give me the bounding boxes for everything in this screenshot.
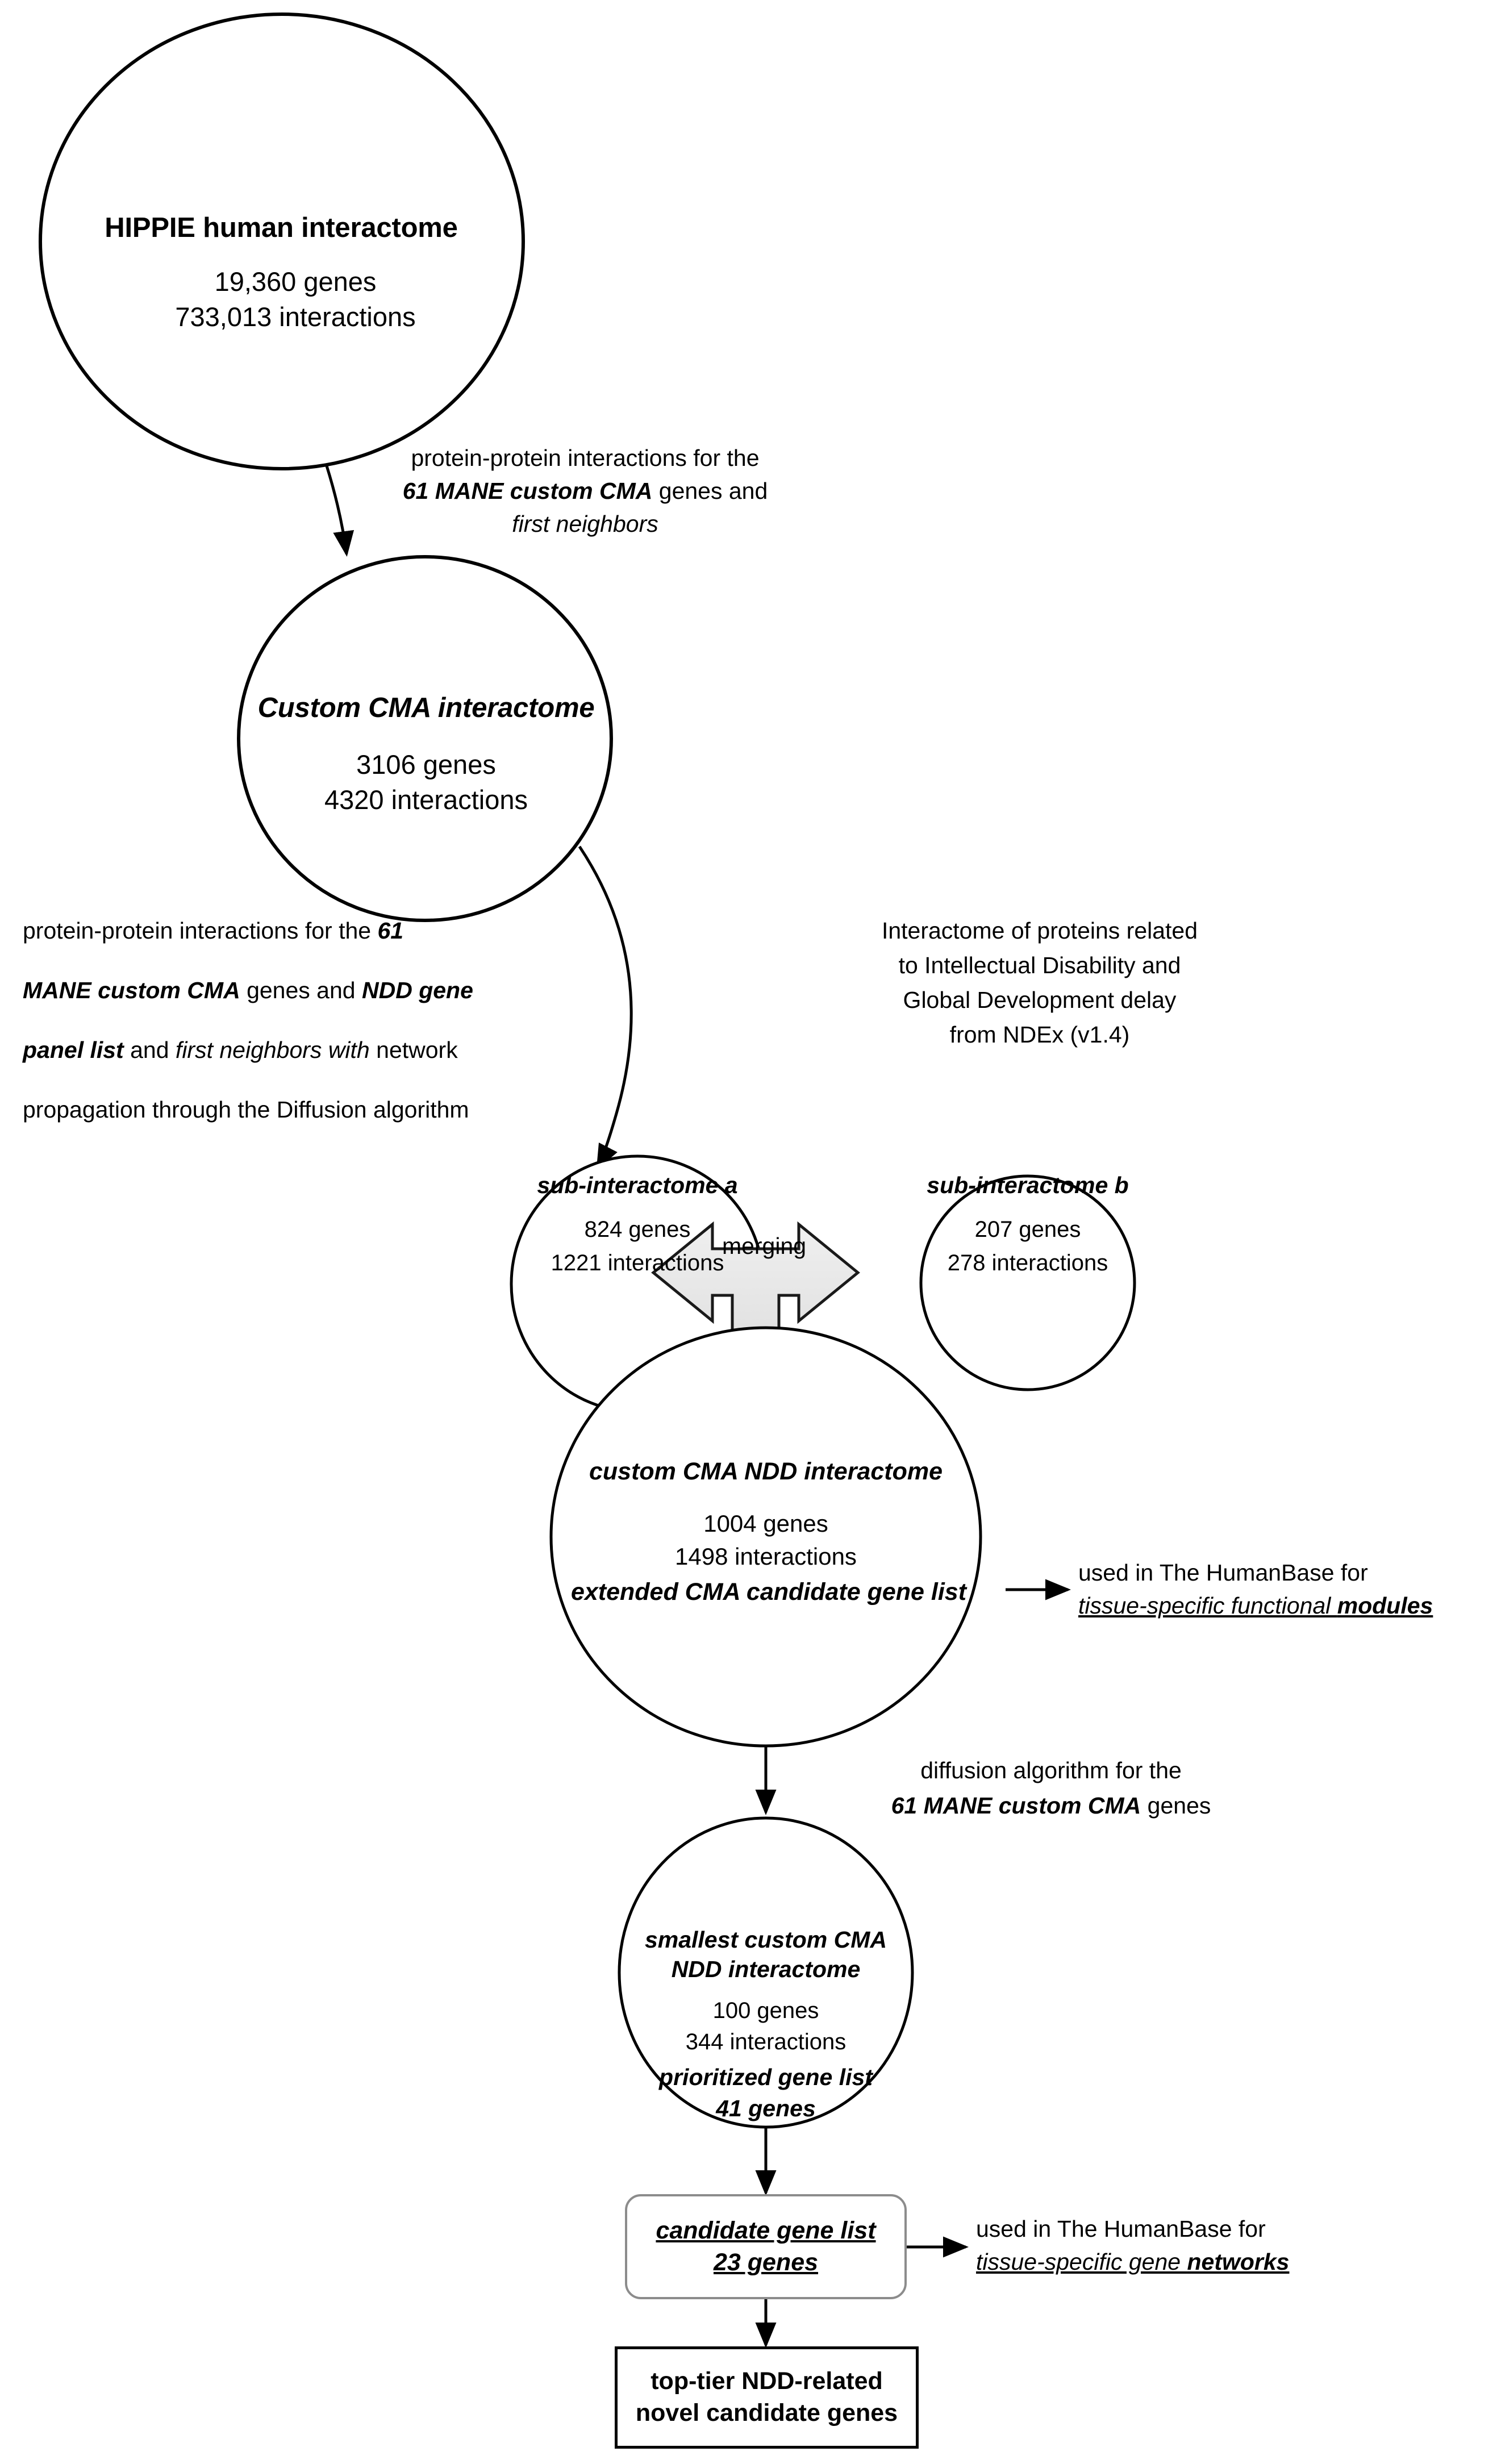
top-tier-line1: top-tier NDD-related: [650, 2367, 883, 2395]
candidate-gene-list-line2: 23 genes: [713, 2248, 819, 2276]
edge-label-first-neighbors: first neighbors: [512, 511, 658, 537]
merging-label: merging: [722, 1233, 807, 1259]
top-tier-line2: novel candidate genes: [635, 2399, 898, 2427]
node-custom-cma-interactions: 4320 interactions: [324, 785, 528, 815]
node-smallest-footer-line2: 41 genes: [716, 2095, 816, 2121]
humanbase-networks-line2: [976, 2247, 1408, 2277]
edge-first-neighbors-with-italic: first neighbors with: [175, 1037, 370, 1063]
edge-label-genes-and-plain: genes and: [652, 478, 768, 504]
node-smallest-title-line2: NDD interactome: [671, 1956, 861, 1982]
ndex-source-line3: Global Development delay: [903, 987, 1177, 1013]
arrow-hippie-to-custom-cma: [327, 466, 347, 554]
hb-modules-italic: tissue-specific functional: [1078, 1592, 1337, 1619]
node-smallest-genes: 100 genes: [712, 1998, 819, 2023]
node-ellipse-custom-cma: [239, 557, 611, 920]
edge-label-diffusion-line1: diffusion algorithm for the: [920, 1757, 1182, 1783]
humanbase-networks-line1: used in The HumanBase for: [976, 2216, 1266, 2242]
node-sub-b-title: sub-interactome b: [927, 1172, 1129, 1198]
node-cma-ndd-genes: 1004 genes: [703, 1510, 828, 1537]
edge-label-diffusion-line2: [807, 1791, 1295, 1821]
edge-mane-custom-cma-bold: MANE custom CMA: [23, 977, 240, 1003]
edge-label-custom-to-sub-a-line2: [23, 975, 597, 1006]
ndex-source-line1: Interactome of proteins related: [881, 918, 1198, 944]
edge-panel-list-bold: panel list: [23, 1037, 124, 1063]
node-smallest-title-line1: smallest custom CMA: [644, 1927, 887, 1953]
node-cma-ndd-interactions: 1498 interactions: [675, 1543, 857, 1570]
edge-ndd-gene-bold: NDD gene: [361, 977, 473, 1003]
node-cma-ndd-footer: extended CMA candidate gene list: [570, 1578, 967, 1606]
edge-label-61-mane-bold: 61 MANE custom CMA: [402, 478, 653, 504]
edge-genes-and-plain: genes and: [240, 977, 362, 1003]
edge-label-hippie-to-custom-line2: [375, 476, 795, 506]
candidate-gene-list-line1: candidate gene list: [656, 2216, 876, 2244]
node-hippie-interactions: 733,013 interactions: [175, 302, 416, 332]
node-cma-ndd-title: custom CMA NDD interactome: [589, 1458, 943, 1485]
node-custom-cma-genes: 3106 genes: [356, 749, 496, 779]
edge-label-custom-to-sub-a-line1: [23, 916, 597, 946]
node-ellipse-sub-interactome-b: [921, 1176, 1135, 1390]
node-hippie-genes: 19,360 genes: [214, 266, 377, 297]
edge-label-hippie-to-custom-line1: protein-protein interactions for the: [411, 445, 760, 471]
edge-61-bold: 61: [377, 918, 404, 944]
ndex-source-line4: from NDEx (v1.4): [949, 1022, 1130, 1048]
edge-and-plain: and: [123, 1037, 176, 1063]
edge-diffusion-61-mane-bold: 61 MANE custom CMA: [891, 1792, 1141, 1819]
hb-networks-italic: tissue-specific gene: [976, 2249, 1187, 2275]
candidate-gene-list-box[interactable]: [625, 2194, 907, 2299]
edge-ppi-plain: protein-protein interactions for the: [23, 918, 378, 944]
node-sub-a-title: sub-interactome a: [537, 1172, 738, 1198]
edge-label-custom-to-sub-a-line4: propagation through the Diffusion algorithm: [23, 1096, 469, 1123]
hb-networks-bold: networks: [1187, 2249, 1290, 2275]
humanbase-modules-line1: used in The HumanBase for: [1078, 1560, 1368, 1586]
node-smallest-footer-line1: prioritized gene list: [659, 2064, 873, 2090]
hb-modules-bold: modules: [1337, 1592, 1433, 1619]
node-sub-a-interactions: 1221 interactions: [551, 1250, 724, 1275]
edge-network-plain: network: [369, 1037, 458, 1063]
node-sub-a-genes: 824 genes: [584, 1217, 691, 1242]
humanbase-modules-line2: [1078, 1591, 1497, 1621]
edge-diffusion-genes-plain: genes: [1141, 1792, 1211, 1819]
node-sub-b-genes: 207 genes: [974, 1217, 1081, 1242]
node-hippie-title: HIPPIE human interactome: [105, 212, 458, 243]
ndex-source-line2: to Intellectual Disability and: [898, 952, 1181, 978]
top-tier-novel-candidate-genes-box[interactable]: [615, 2346, 919, 2449]
edge-label-custom-to-sub-a-line3: [23, 1035, 597, 1065]
node-custom-cma-title: Custom CMA interactome: [257, 693, 595, 723]
node-sub-b-interactions: 278 interactions: [947, 1250, 1108, 1275]
node-smallest-interactions: 344 interactions: [685, 2029, 847, 2054]
